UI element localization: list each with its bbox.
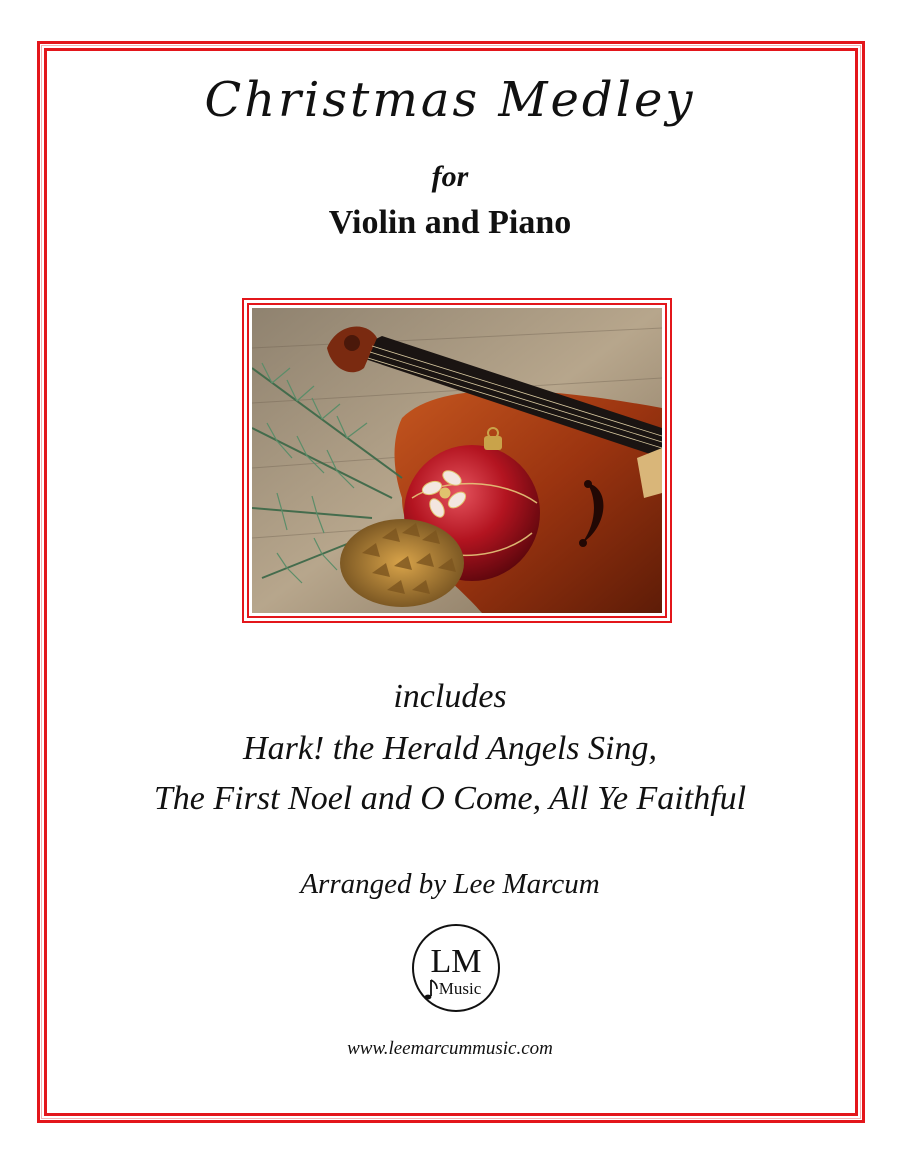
score-title: Christmas Medley bbox=[204, 72, 696, 128]
logo-music-text: Music bbox=[438, 979, 482, 998]
violin-ornament-photo bbox=[252, 308, 662, 613]
instrumentation: Violin and Piano bbox=[328, 204, 572, 241]
website-url: www.leemarcummusic.com bbox=[347, 1038, 553, 1059]
cover-photo-inner-frame bbox=[247, 303, 667, 618]
song-list-line-1: Hark! the Herald Angels Sing, bbox=[243, 730, 657, 767]
cover-photo-frame bbox=[242, 298, 672, 623]
for-label: for bbox=[431, 160, 469, 193]
lm-music-logo bbox=[410, 922, 502, 1014]
includes-label: includes bbox=[393, 678, 507, 715]
logo-lm-text: LM bbox=[430, 943, 482, 980]
arranger-credit: Arranged by Lee Marcum bbox=[300, 868, 600, 900]
song-list-line-2: The First Noel and O Come, All Ye Faithful bbox=[153, 780, 747, 817]
